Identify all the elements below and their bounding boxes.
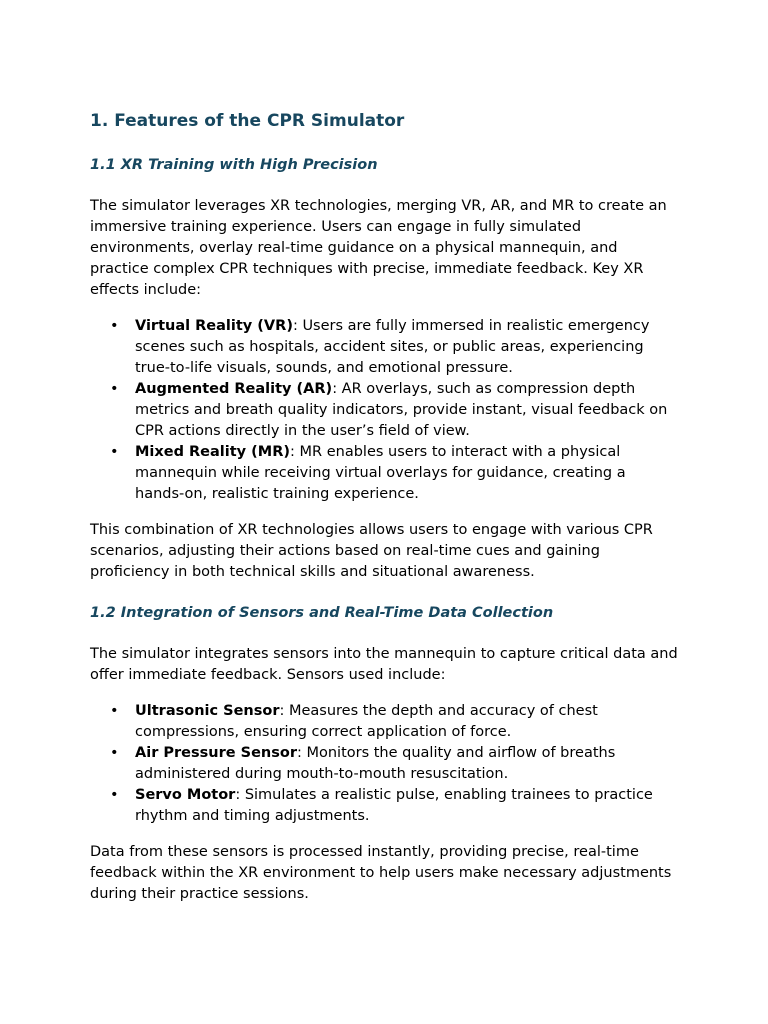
- list-item-term: Virtual Reality (VR): [135, 318, 293, 334]
- list-item-term: Augmented Reality (AR): [135, 381, 333, 397]
- xr-conclusion-paragraph: This combination of XR technologies allows users to engage with various CPR scenarios, adjusting their actions based on real-time cues and gaining proficiency in both technical skills and situational awareness.: [90, 522, 653, 580]
- list-item-text: : Monitors the quality and airflow of breaths administered during mouth-to-mouth resuscitation.: [135, 745, 616, 782]
- section-title: 1. Features of the CPR Simulator: [90, 111, 405, 131]
- list-item-term: Servo Motor: [135, 787, 236, 803]
- list-item-text: : Users are fully immersed in realistic emergency scenes such as hospitals, accident sites, or public areas, experiencing true-to-life visuals, sounds, and emotional pressure.: [135, 318, 650, 376]
- list-item: [90, 701, 678, 743]
- xr-intro-paragraph: The simulator leverages XR technologies, merging VR, AR, and MR to create an immersive training experience. Users can engage in fully simulated environments, overlay real-time guidance on a physical mannequin, and practice complex CPR techniques with precise, immediate feedback. Key XR effects include:: [90, 198, 667, 298]
- sensors-list: [90, 701, 678, 827]
- bullet-icon: •: [110, 703, 119, 719]
- list-item: [90, 379, 678, 442]
- list-item-text: : MR enables users to interact with a physical mannequin while receiving virtual overlays for guidance, creating a hands-on, realistic training experience.: [135, 444, 626, 502]
- bullet-icon: •: [110, 318, 119, 334]
- list-item-term: Air Pressure Sensor: [135, 745, 297, 761]
- bullet-icon: •: [110, 381, 119, 397]
- list-item: [90, 785, 678, 827]
- bullet-icon: •: [110, 787, 119, 803]
- xr-effects-list: [90, 316, 678, 505]
- sensors-intro-paragraph: The simulator integrates sensors into the mannequin to capture critical data and offer immediate feedback. Sensors used include:: [90, 646, 678, 683]
- list-item: [90, 316, 678, 379]
- list-item-text: : Simulates a realistic pulse, enabling trainees to practice rhythm and timing adjustments.: [135, 787, 653, 824]
- list-item: [90, 442, 678, 505]
- sensors-conclusion-paragraph: Data from these sensors is processed instantly, providing precise, real-time feedback within the XR environment to help users make necessary adjustments during their practice sessions.: [90, 844, 672, 902]
- subsection-title-xr-training: 1.1 XR Training with High Precision: [90, 157, 378, 173]
- bullet-icon: •: [110, 745, 119, 761]
- bullet-icon: •: [110, 444, 119, 460]
- list-item-term: Ultrasonic Sensor: [135, 703, 280, 719]
- list-item-term: Mixed Reality (MR): [135, 444, 291, 460]
- list-item-text: : AR overlays, such as compression depth metrics and breath quality indicators, provide instant, visual feedback on CPR actions directly in the user’s field of view.: [135, 381, 668, 439]
- list-item-text: : Measures the depth and accuracy of chest compressions, ensuring correct application of force.: [135, 703, 598, 740]
- list-item: [90, 743, 678, 785]
- subsection-title-sensors: 1.2 Integration of Sensors and Real-Time Data Collection: [90, 605, 554, 621]
